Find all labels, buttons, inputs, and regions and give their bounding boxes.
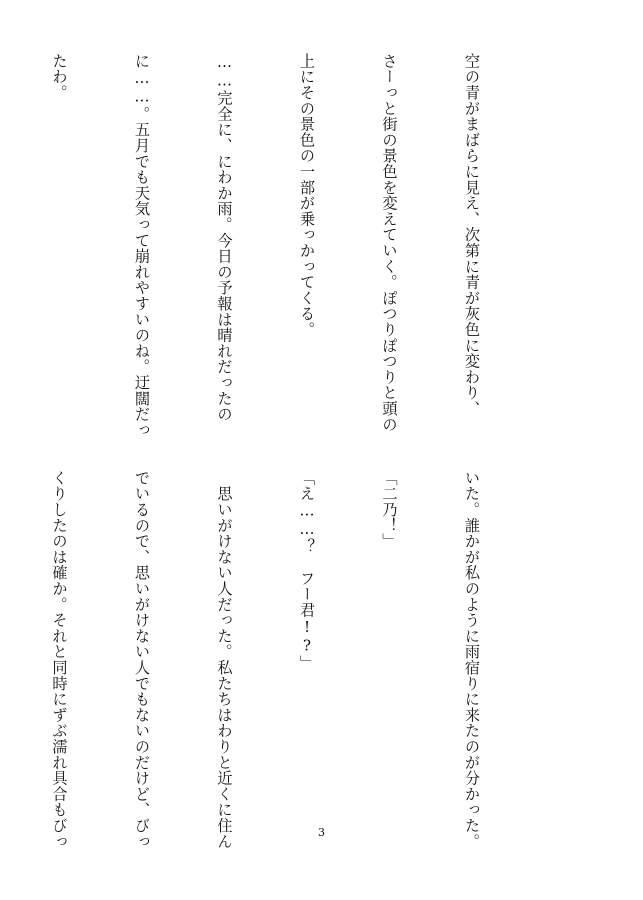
lower-text-block [0,470,540,850]
text-column: でいるので、思いがけない人でもないのだけど、びっ [133,470,151,850]
text-column: に……。五月でも天気って崩れやすいのね。迂闊だっ [133,53,151,438]
text-column: たわ。 [50,53,69,101]
text-column: 空の青がまばらに見え、次第に青が灰色に変わり、 [463,53,481,417]
text-column: 「え……？ フー君!?」 [298,470,316,671]
text-column: 思いがけない人だった。私たちはわりと近くに住ん [215,470,234,850]
upper-text-block [0,53,540,438]
text-column: 上にその景色の一部が乗っかってくる。 [298,53,316,338]
text-column: ……完全に、にわか雨。今日の予報は晴れだったの [215,53,234,422]
text-column: くりしたのは確か。それと同時にずぶ濡れ具合もびっ [50,470,69,850]
text-column: いた。誰かが私のように雨宿りに来たのが分かった。 [463,470,481,850]
page-number: 3 [318,826,325,839]
text-column: 「二乃！」 [380,470,399,549]
text-column: さーっと街の景色を変えていく。ぽつりぽつりと頭の [380,53,399,433]
